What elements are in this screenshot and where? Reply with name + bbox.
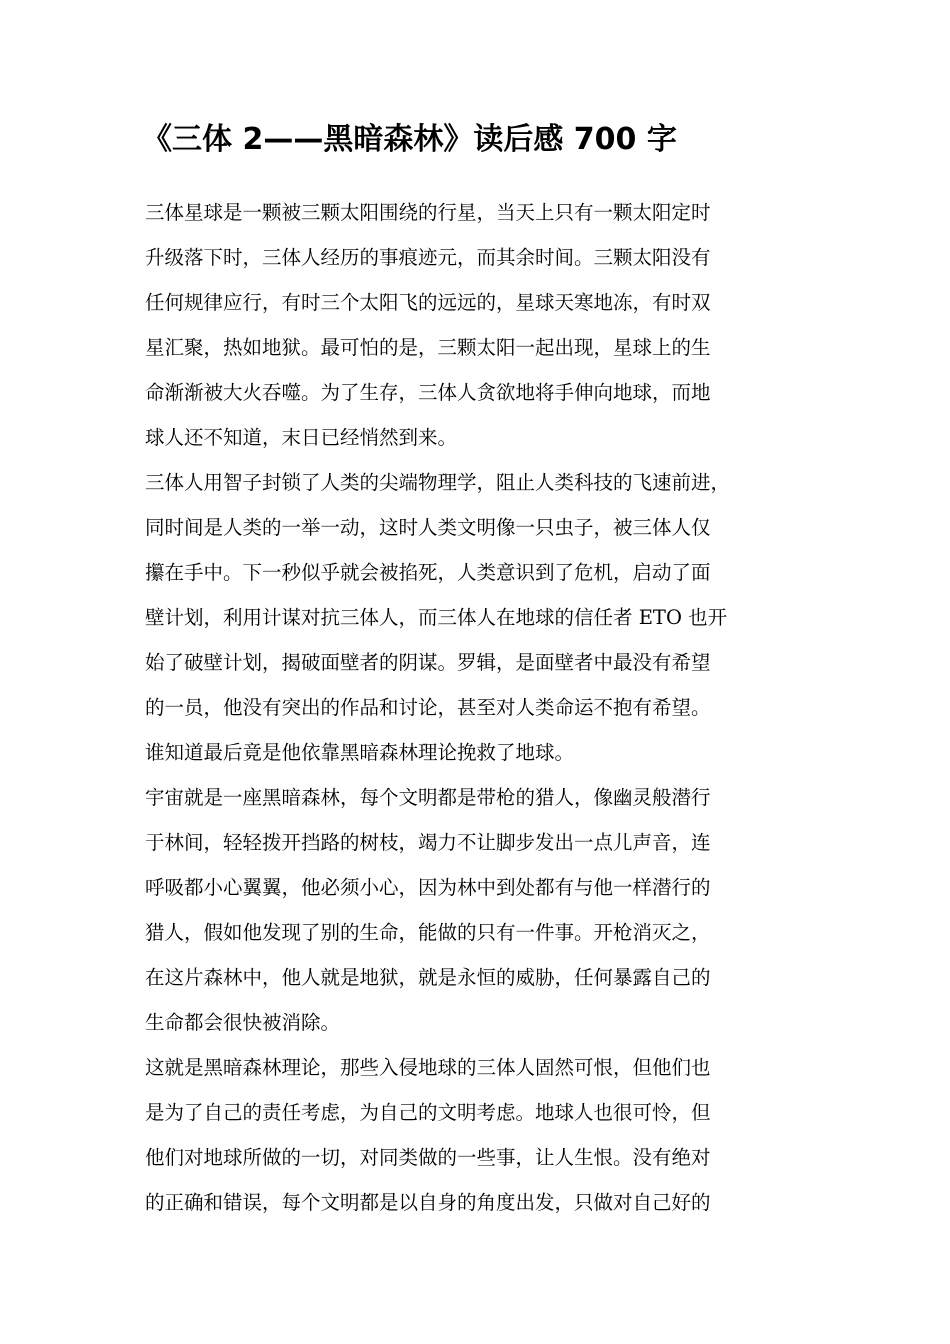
text-line: 的正确和错误，每个文明都是以自身的角度出发，只做对自己好的 <box>145 1191 711 1214</box>
text-line: 生命都会很快被消除。 <box>145 1011 341 1034</box>
text-line: 猎人，假如他发现了别的生命，能做的只有一件事。开枪消灭之， <box>145 921 711 944</box>
document-title: 《三体 2——黑暗森林》读后感 700 字 <box>142 122 677 157</box>
text-line: 攥在手中。下一秒似乎就会被掐死，人类意识到了危机，启动了面 <box>145 561 711 584</box>
text-line: 任何规律应行，有时三个太阳飞的远远的，星球天寒地冻，有时双 <box>145 291 711 314</box>
text-line: 宇宙就是一座黑暗森林，每个文明都是带枪的猎人，像幽灵般潜行 <box>145 786 711 809</box>
text-line: 呼吸都小心翼翼，他必须小心，因为林中到处都有与他一样潜行的 <box>145 876 711 899</box>
text-line: 于林间，轻轻拨开挡路的树枝，竭力不让脚步发出一点儿声音，连 <box>145 831 711 854</box>
text-line: 三体星球是一颗被三颗太阳围绕的行星，当天上只有一颗太阳定时 <box>145 201 711 224</box>
text-line: 星汇聚，热如地狱。最可怕的是，三颗太阳一起出现，星球上的生 <box>145 336 711 359</box>
text-line: 在这片森林中，他人就是地狱，就是永恒的威胁，任何暴露自己的 <box>145 966 711 989</box>
text-line: 是为了自己的责任考虑，为自己的文明考虑。地球人也很可怜，但 <box>145 1101 711 1124</box>
text-line: 命渐渐被大火吞噬。为了生存，三体人贪欲地将手伸向地球，而地 <box>145 381 711 404</box>
text-line: 壁计划，利用计谋对抗三体人，而三体人在地球的信任者 ETO 也开 <box>145 606 728 629</box>
text-line: 同时间是人类的一举一动，这时人类文明像一只虫子，被三体人仅 <box>145 516 711 539</box>
text-line: 谁知道最后竟是他依靠黑暗森林理论挽救了地球。 <box>145 741 575 764</box>
text-line: 升级落下时，三体人经历的事痕迹元，而其余时间。三颗太阳没有 <box>145 246 711 269</box>
document-body <box>145 190 825 1225</box>
text-line: 这就是黑暗森林理论，那些入侵地球的三体人固然可恨，但他们也 <box>145 1056 711 1079</box>
text-line: 三体人用智子封锁了人类的尖端物理学，阻止人类科技的飞速前进， <box>145 471 731 494</box>
text-line: 的一员，他没有突出的作品和讨论，甚至对人类命运不抱有希望。 <box>145 696 711 719</box>
text-line: 球人还不知道，末日已经悄然到来。 <box>145 426 458 449</box>
text-line: 他们对地球所做的一切，对同类做的一些事，让人生恨。没有绝对 <box>145 1146 711 1169</box>
text-line: 始了破壁计划，揭破面壁者的阴谋。罗辑，是面壁者中最没有希望 <box>145 651 711 674</box>
